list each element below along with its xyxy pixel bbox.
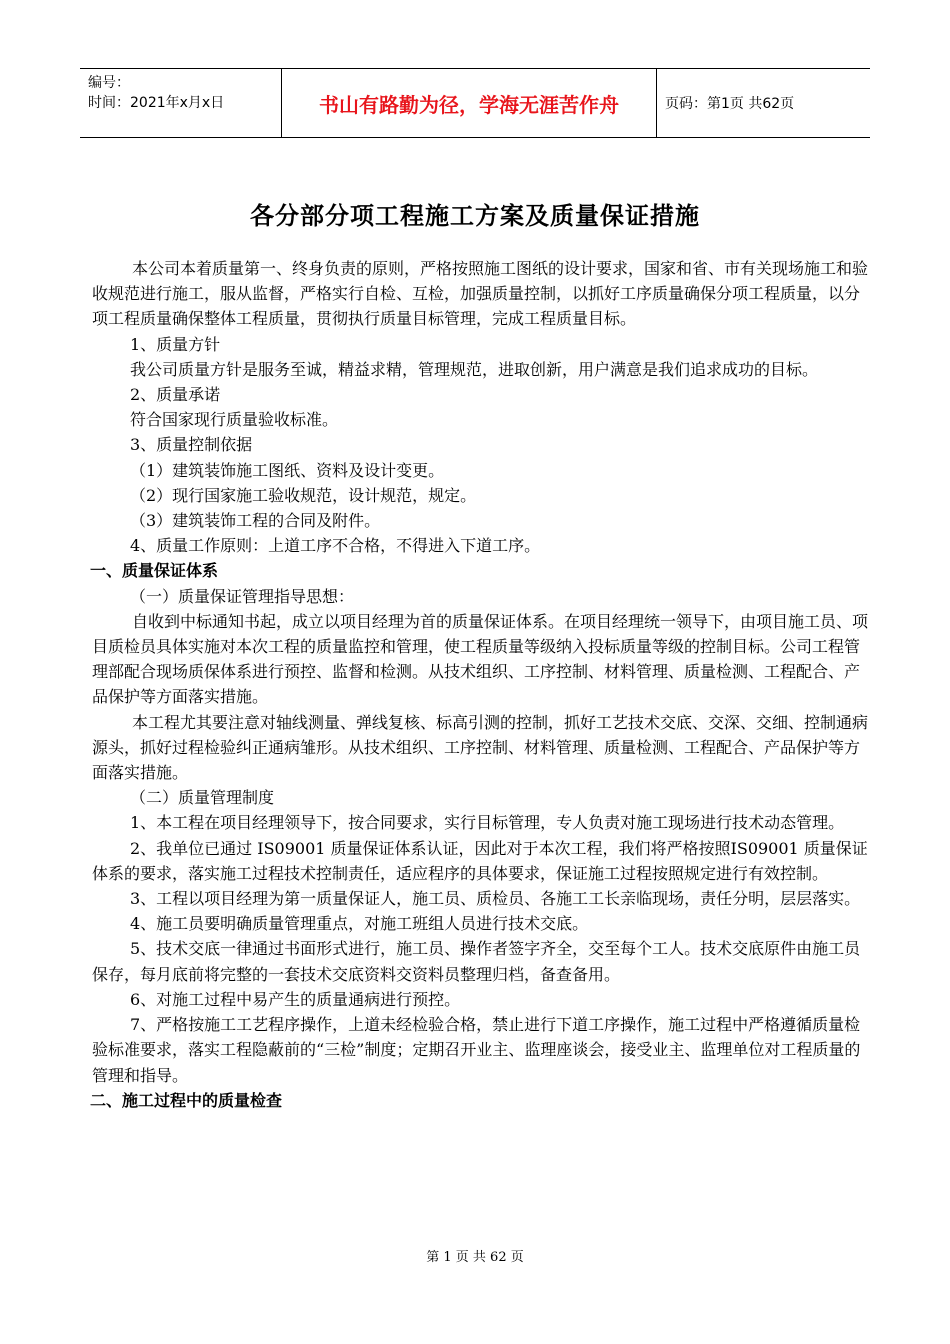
time-label: 时间：2021年x月x日 xyxy=(88,95,225,111)
section-heading: 二、施工过程中的质量检查 xyxy=(90,1090,283,1110)
paragraph: 2、质量承诺 xyxy=(130,385,221,405)
paragraph: 本工程尤其要注意对轴线测量、弹线复核、标高引测的控制，抓好工艺技术交底、交深、交细、控制通病源头，抓好过程检验纠正通病雏形。从技术组织、工序控制、材料管理、质量检测、工程配合、产品保护等方面落实措施。 xyxy=(92,712,869,783)
number-label: 编号： xyxy=(88,75,130,91)
paragraph: 5、技术交底一律通过书面形式进行，施工员、操作者签字齐全，交至每个工人。技术交底原件由施工员保存，每月底前将完整的一套技术交底资料交资料员整理归档，备查备用。 xyxy=(92,939,861,984)
paragraph: （3）建筑装饰工程的合同及附件。 xyxy=(130,511,381,531)
motto: 书山有路勤为径，学海无涯苦作舟 xyxy=(282,69,657,137)
paragraph: 2、我单位已通过 IS09001 质量保证体系认证，因此对于本次工程，我们将严格按照IS09001 质量保证体系的要求，落实施工过程技术控制责任，适应程序的具体要求，保证施工过程按照规定进行有效控制。 xyxy=(92,838,868,883)
paragraph: 6、对施工过程中易产生的质量通病进行预控。 xyxy=(130,989,461,1009)
paragraph: 4、质量工作原则：上道工序不合格，不得进入下道工序。 xyxy=(130,536,541,556)
paragraph: （2）现行国家施工验收规范，设计规范，规定。 xyxy=(130,485,477,505)
paragraph: 7、严格按施工工艺程序操作，上道未经检验合格，禁止进行下道工序操作，施工过程中严格遵循质量检验标准要求，落实工程隐蔽前的“三检”制度；定期召开业主、监理座谈会，接受业主、监理单位对工程质量的管理和指导。 xyxy=(92,1015,861,1085)
header-meta-cell xyxy=(80,69,282,137)
paragraph: 1、质量方针 xyxy=(130,334,221,354)
paragraph: （一）质量保证管理指导思想： xyxy=(130,586,355,606)
paragraph: 3、质量控制依据 xyxy=(130,435,253,455)
paragraph: （二）质量管理制度 xyxy=(130,788,275,808)
page-info: 页码：第1页 共62页 xyxy=(665,96,795,112)
paragraph: 4、施工员要明确质量管理重点，对施工班组人员进行技术交底。 xyxy=(130,914,589,934)
paragraph: 1、本工程在项目经理领导下，按合同要求，实行目标管理，专人负责对施工现场进行技术动态管理。 xyxy=(130,813,845,833)
paragraph: （1）建筑装饰施工图纸、资料及设计变更。 xyxy=(130,460,445,480)
header-table xyxy=(80,68,870,138)
paragraph: 本公司本着质量第一、终身负责的原则，严格按照施工图纸的设计要求，国家和省、市有关现场施工和验收规范进行施工，服从监督，严格实行自检、互检，加强质量控制，以抓好工序质量确保分项工程质量，以分项工程质量确保整体工程质量，贯彻执行质量目标管理，完成工程质量目标。 xyxy=(92,259,869,329)
section-heading: 一、质量保证体系 xyxy=(90,561,219,581)
document-body xyxy=(92,256,870,1113)
paragraph: 我公司质量方针是服务至诚，精益求精，管理规范，进取创新，用户满意是我们追求成功的目标。 xyxy=(130,359,819,379)
paragraph: 3、工程以项目经理为第一质量保证人，施工员、质检员、各施工工长亲临现场，责任分明，层层落实。 xyxy=(130,889,861,909)
paragraph: 符合国家现行质量验收标准。 xyxy=(130,410,339,430)
document-title: 各分部分项工程施工方案及质量保证措施 xyxy=(250,202,700,230)
paragraph: 自收到中标通知书起，成立以项目经理为首的质量保证体系。在项目经理统一领导下，由项目施工员、项目质检员具体实施对本次工程的质量监控和管理，使工程质量等级纳入投标质量等级的控制目标。公司工程管理部配合现场质保体系进行预控、监督和检测。从技术组织、工序控制、材料管理、质量检测、工程配合、产品保护等方面落实措施。 xyxy=(92,611,869,707)
page-footer: 第 1 页 共 62 页 xyxy=(426,1250,524,1265)
